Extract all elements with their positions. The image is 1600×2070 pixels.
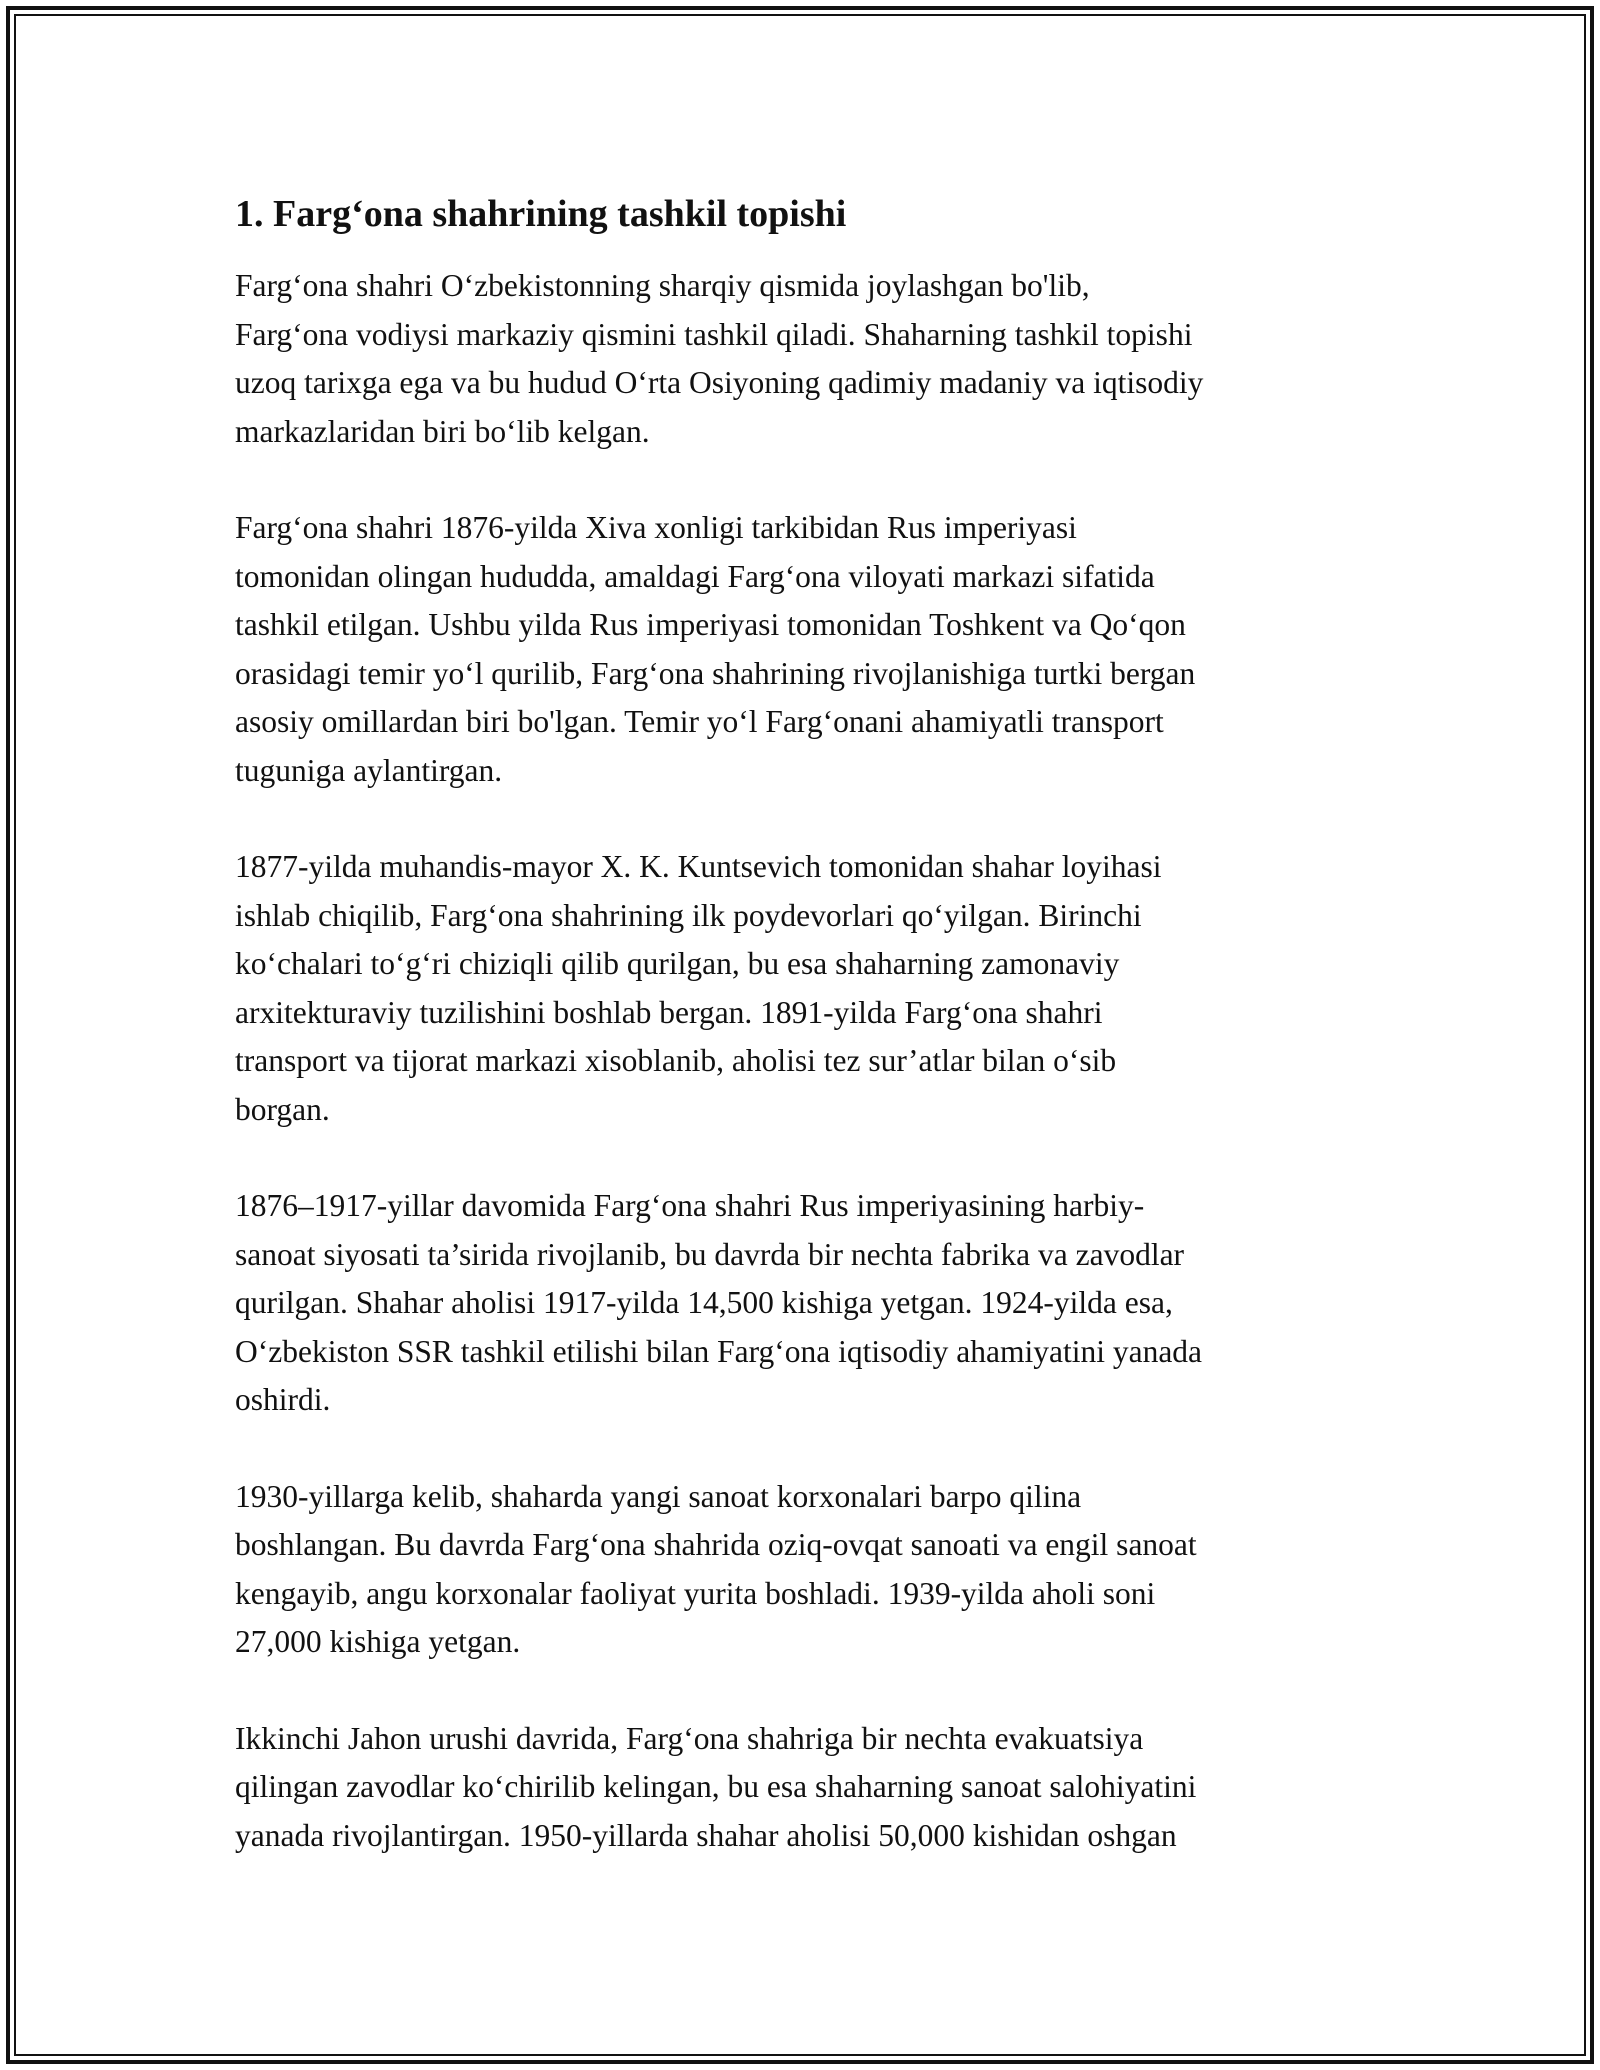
paragraph-line: transport va tijorat markazi xisoblanib, aholisi tez sur’atlar bilan o‘sib <box>235 1043 1117 1078</box>
paragraph-2 <box>235 504 1385 795</box>
paragraph-line: kengayib, angu korxonalar faoliyat yurita boshladi. 1939-yilda aholi soni <box>235 1575 1156 1611</box>
paragraph-3 <box>235 843 1385 1134</box>
paragraph-6 <box>235 1715 1385 1861</box>
paragraph-line: Farg‘ona shahri O‘zbekistonning sharqiy qismida joylashgan bo'lib, <box>235 268 1090 303</box>
document-body <box>235 188 1385 1908</box>
paragraph-line: tuguniga aylantirgan. <box>235 752 503 788</box>
paragraph-line: 1876–1917-yillar davomida Farg‘ona shahri Rus imperiyasining harbiy- <box>235 1188 1145 1223</box>
paragraph-line: uzoq tarixga ega va bu hudud O‘rta Osiyoning qadimiy madaniy va iqtisodiy <box>235 365 1204 400</box>
paragraph-line: tomonidan olingan hududda, amaldagi Farg‘ona viloyati markazi sifatida <box>235 558 1155 594</box>
paragraph-line: asosiy omillardan biri bo'lgan. Temir yo‘l Farg‘onani ahamiyatli transport <box>235 704 1164 739</box>
paragraph-line: 1877-yilda muhandis-mayor X. K. Kuntsevich tomonidan shahar loyihasi <box>235 849 1162 884</box>
paragraph-line: arxitekturaviy tuzilishini boshlab bergan. 1891-yilda Farg‘ona shahri <box>235 994 1103 1030</box>
paragraph-line: ishlab chiqilib, Farg‘ona shahrining ilk poydevorlari qo‘yilgan. Birinchi <box>235 897 1142 933</box>
paragraph-line: boshlangan. Bu davrda Farg‘ona shahrida oziq-ovqat sanoati va engil sanoat <box>235 1527 1197 1562</box>
paragraph-line: orasidagi temir yo‘l qurilib, Farg‘ona shahrining rivojlanishiga turtki bergan <box>235 655 1196 691</box>
paragraph-line: Farg‘ona vodiysi markaziy qismini tashkil qiladi. Shaharning tashkil topishi <box>235 316 1193 352</box>
paragraph-line: markazlaridan biri bo‘lib kelgan. <box>235 413 650 449</box>
paragraph-line: borgan. <box>235 1091 330 1127</box>
paragraph-line: yanada rivojlantirgan. 1950-yillarda shahar aholisi 50,000 kishidan oshgan <box>235 1817 1177 1853</box>
paragraph-line: Ikkinchi Jahon urushi davrida, Farg‘ona shahriga bir nechta evakuatsiya <box>235 1720 1144 1756</box>
paragraph-line: oshirdi. <box>235 1382 331 1417</box>
paragraph-line: 27,000 kishiga yetgan. <box>235 1624 521 1659</box>
paragraph-line: tashkil etilgan. Ushbu yilda Rus imperiyasi tomonidan Toshkent va Qo‘qon <box>235 607 1186 642</box>
paragraph-line: qilingan zavodlar ko‘chirilib kelingan, bu esa shaharning sanoat salohiyatini <box>235 1769 1197 1804</box>
paragraph-line: Farg‘ona shahri 1876-yilda Xiva xonligi tarkibidan Rus imperiyasi <box>235 510 1077 545</box>
paragraph-4 <box>235 1182 1385 1425</box>
paragraph-line: 1930-yillarga kelib, shaharda yangi sanoat korxonalari barpo qilina <box>235 1478 1082 1514</box>
section-title: 1. Farg‘ona shahrining tashkil topishi <box>235 193 847 235</box>
paragraph-line: qurilgan. Shahar aholisi 1917-yilda 14,500 kishiga yetgan. 1924-yilda esa, <box>235 1285 1173 1320</box>
paragraph-line: ko‘chalari to‘g‘ri chiziqli qilib qurilgan, bu esa shaharning zamonaviy <box>235 946 1120 981</box>
paragraph-line: sanoat siyosati ta’sirida rivojlanib, bu davrda bir nechta fabrika va zavodlar <box>235 1236 1185 1272</box>
paragraph-1 <box>235 262 1385 456</box>
paragraph-5 <box>235 1473 1385 1667</box>
paragraph-line: O‘zbekiston SSR tashkil etilishi bilan Farg‘ona iqtisodiy ahamiyatini yanada <box>235 1333 1203 1369</box>
